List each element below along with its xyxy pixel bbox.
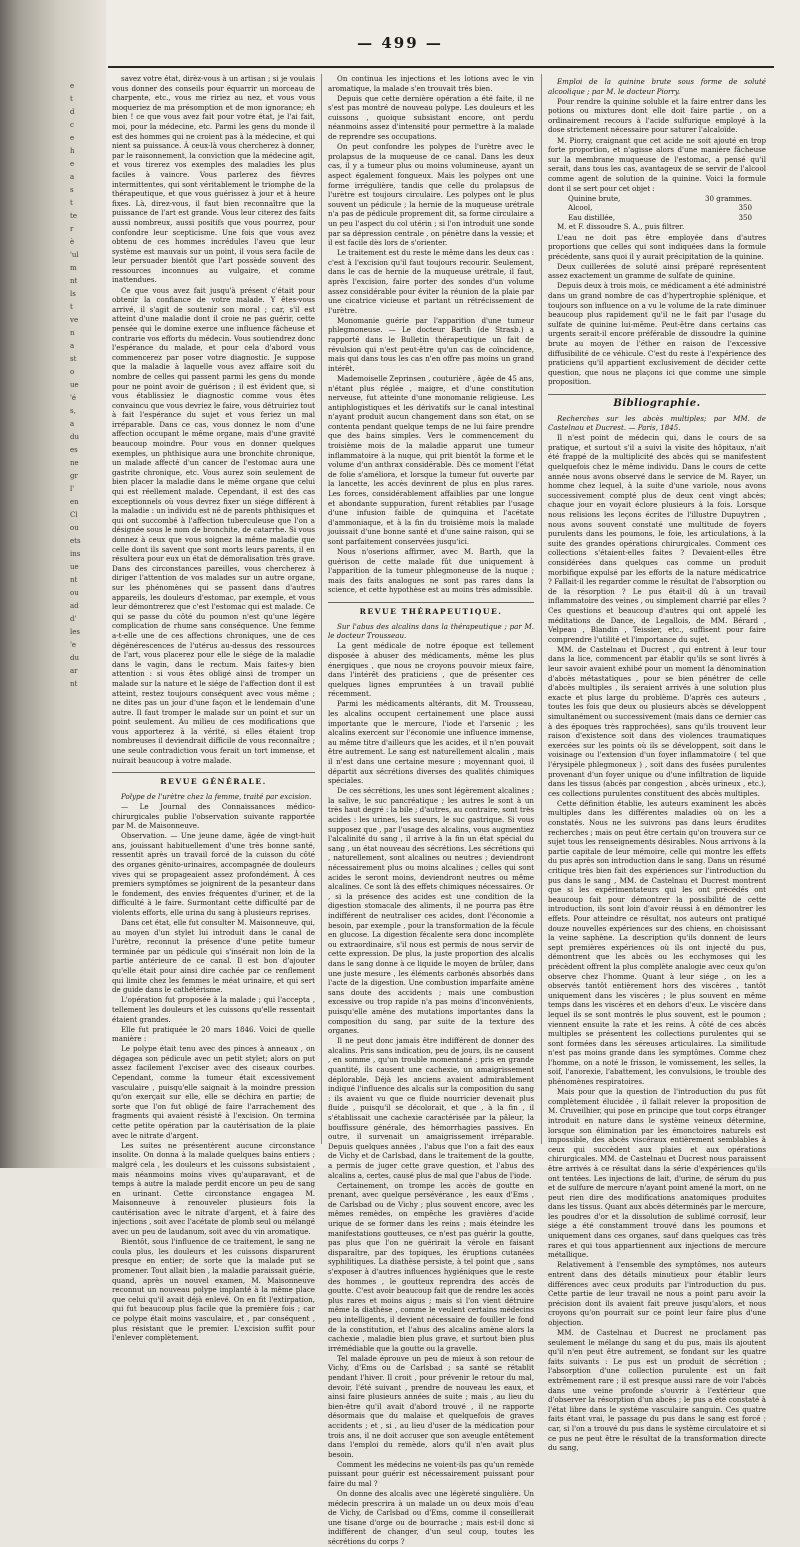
paragraph: savez votre état, dirèz-vous à un artisan ; si je voulais vous donner des conseils pour équarrir un morceau de charpente, etc., vous me ririez au nez, et vous vous moqueriez de ma présomption et de mon ignorance; eh bien ! ce que vous avez fait pour votre état, je l'ai fait, moi, pour la médecine, etc. Parmi les gens du monde il est des hommes qui ne croient pas à la médecine, et qui nient sa puissance. À ceux-là vous chercherez à donner, par le raisonnement, la conviction que la médecine agit, et vous tirerez vos exemples des maladies les plus faciles à vaincre. Vous parlerez des fièvres intermittentes, qui sont véritablement le triomphe de la thérapeutique, et que vous guérissez à jour et à heure fixes. Là, direz-vous, il faut bien reconnaître que la puissance de l'art est grande. Vous leur citerez des faits aussi nombreux, aussi positifs que vous pourrez, pour confondre leur scepticisme. Une fois que vous avez obtenu de ces hommes incrédules l'aveu que leur système est mauvais sur un point, il vous sera facile de leur persuader bientôt que l'art possède souvent des ressources inconnues au vulgaire, et comme inattendues. — [112, 74, 315, 285]
paragraph: Nous n'oserions affirmer, avec M. Barth, que la guérison de cette malade fût due uniquement à l'apparition de la tumeur phlegmoneuse de la nuque ; mais des faits analogues ne sont pas rares dans la science, et cette hypothèse est au moins très admissible. — [328, 547, 534, 595]
paragraph: L'eau ne doit pas être employée dans d'autres proportions que celles qui sont indiquées dans la formule précédente, sans quoi il y aurait précipitation de la quinine. — [548, 232, 766, 261]
fold-fragment: st — [70, 355, 77, 363]
fold-fragment: a — [70, 173, 75, 181]
fold-fragment: m — [70, 264, 77, 272]
ingredient-quantity: 350 — [738, 203, 752, 213]
fold-fragment: o — [70, 368, 75, 376]
paragraph: Mademoiselle Zeprinsen , couturière , âgée de 45 ans, n'étant plus réglée , maigre, et d'une constitution nerveuse, fut atteinte d'une monomanie religieuse. Les antiphlogistiques et les dérivatifs sur le canal intestinal n'ayant produit aucun changement dans son état, on se contenta pendant quelque temps de ne lui faire prendre que des bains simples. Vers le commencement du troisième mois de la maladie apparut une tumeur inflammatoire à la nuque, qui prit bientôt la forme et le volume d'un anthrax considérable. Dès ce moment l'état de folie s'améliora, et lorsque la tumeur fut ouverte par la lancette, les accès devinrent de plus en plus rares. Les forces, considérablement affaiblies par une longue et abondante suppuration, furent rétablies par l'usage d'une infusion faible de quinquina et l'acétate d'ammoniaque, et à la fin du troisième mois la malade jouissait d'une bonne santé et d'une saine raison, qui se sont parfaitement conservées jusqu'ici. — [328, 373, 534, 546]
paragraph: Mais pour que la question de l'introduction du pus fût complètement élucidée , il fallait relever la proposition de M. Cruveilhier, qui pose en principe que tout corps étranger introduit en nature dans le système veineux détermine, lorsque son élimination par les émonctoires naturels est impossible, des abcès viscéraux entièrement semblables à ceux qui succèdent aux plaies et aux opérations chirurgicales. MM. de Castelnau et Ducrest nous paraissent être arrivés à ce résultat dans la série d'expériences qu'ils ont tentées. Les injections de lait, d'urine, de sérum du pus et de sulfure de mercure n'ayant point amené la mort, on ne peut rien dire des modifications anatomiques produites dans les tissus. Quant aux abcès déterminés par le mercure, les poudres d'or et la dissolution de sublimé corrosif, leur siége a été constamment trouvé dans les poumons et uniquement dans ces organes, sauf dans quelques cas très rares et qui tous appartiennent aux injections de mercure métallique. — [548, 1087, 766, 1260]
section-title-bibliographie: Bibliographie. — [548, 394, 766, 409]
fold-fragment: du — [70, 654, 79, 662]
fold-fragment: ue — [70, 381, 79, 389]
fold-fragment: t — [70, 303, 73, 311]
formula — [548, 194, 766, 223]
fold-fragment: te — [70, 212, 77, 220]
fold-fragment: nt — [70, 680, 78, 688]
paragraph: Parmi les médicaments altérants, dit M. Trousseau, les alcalins occupent certainement une place aussi importante que le mercure, l'iode et l'arsenic ; les alcalins exercent sur l'économie une influence immense, au même titre d'ailleurs que les acides, et il n'en pouvait être autrement. Le sang est naturellement alcalin , mais il n'est dans une certaine mesure ; moyennant quoi, il départit aux sécrétions diverses des qualités chimiques spéciales. — [328, 699, 534, 786]
fold-fragment: h — [70, 147, 75, 155]
paragraph: On continua les injections et les lotions avec le vin aromatique, la malade s'en trouvait très bien. — [328, 74, 534, 93]
fold-fragment: ue — [70, 563, 79, 571]
fold-fragment: n — [70, 329, 75, 337]
fold-fragment: c — [70, 121, 74, 129]
fold-fragment: r — [70, 225, 74, 233]
paragraph: Cette définition établie, les auteurs examinent les abcès multiples dans les différentes maladies où on les a constatés. Nous ne les suivrons pas dans leurs érudites recherches ; mais on peut être certain qu'on trouvera sur ce sujet tous les renseignements désirables. Nous arrivons à la partie capitale de leur mémoire, celle qui montre les effets du pus après son introduction dans le sang. Dans un résumé critique très bien fait des expériences sur l'introduction du pus dans le sang , MM. de Castelnau et Ducrest montrent que si les expérimentateurs qui les ont précédés ont beaucoup fait pour démontrer la possibilité de cette introduction, ils sont loin d'avoir réussi à en démontrer les effets. Pour atteindre ce résultat, nos auteurs ont pratiqué douze nouvelles expériences sur des chiens, en choisissant la veine saphène. La description qu'ils donnent de leurs sept premières expériences où ils ont injecté du pus, démontrent que les abcès ou les ecchymoses qui les précèdent offrent la plus complète analogie avec ceux qu'on observe chez l'homme. Quant à leur siége , on les a observés tantôt entièrement hors des viscères , tantôt uniquement dans les viscères ; le plus souvent en même temps dans les viscères et en dehors d'eux. Le viscère dans lequel ils se sont montrés le plus souvent, est le poumon ; viennent ensuite la rate et les reins. À côté de ces abcès multiples se présentent les collections purulentes qui se sont formées dans les séreuses articulaires. La similitude n'est pas moins grande dans les symptômes. Comme chez l'homme, on a noté le frisson, le vomissement, les selles, la soif, l'anorexie, l'abattement, les convulsions, le trouble des phénomènes respiratoires. — [548, 798, 766, 1087]
fold-fragment: Cl — [70, 511, 78, 519]
paragraph: Dans cet état, elle fut consulter M. Maisonneuve, qui, au moyen d'un stylet lui introduit dans le canal de l'urètre, reconnut la présence d'une petite tumeur terminée par un pédicule qui s'insérait non loin de la partie antérieure de ce canal. Il est bon d'ajouter qu'elle était pour ainsi dire cachée par ce renflement qui limite chez les femmes le méat urinaire, et qui sert de guide dans le cathétérisme. — [112, 918, 315, 995]
article-title: Polype de l'urètre chez la femme, traité par excision. — [121, 791, 312, 801]
column-middle — [328, 74, 534, 1547]
article-body — [328, 74, 534, 595]
formula-row — [548, 203, 766, 213]
paragraph: De ces sécrétions, les unes sont légèrement alcalines ; la salive, le suc pancréatique ; les autres le sont à un très haut degré : la bile ; d'autres, au contraire, sont très acides : les urines, les sueurs, le suc gastrique. Si vous supposez que , par l'usage des alcalins, vous augmentiez l'alcalinité du sang , il arrive à la fin un état spécial du sang , un état nouveau des sécrétions. Les sécrétions qui , naturellement, sont alcalines ou neutres ; deviendront nécessairement plus ou moins alcalines ; celles qui sont acides le seront moins, deviendront neutres ou même alcalines. Ce sont là des effets chimiques nécessaires. Or , si la présence des acides est une condition de la digestion stomacale des aliments, il ne pourra pas être indifférent de neutraliser ces acides, dont l'économie a besoin, par exemple , pour la transformation de la fécule en glucose. La digestion fécalente sera donc incomplète ou extraordinaire, s'il nous est permis de nous servir de cette expression. De plus, la juste proportion des alcalis dans le sang donne à ce liquide le moyen de brûler, dans une juste mesure , les éléments carbonés absorbés dans l'acte de la digestion. Une combustion imparfaite amène sans doute des accidents ; mais une combustion excessive ou trop rapide n'a pas moins d'inconvénients, puisqu'elle amène des mutations importantes dans la composition du sang, par suite de la texture des organes. — [328, 786, 534, 1036]
column-right — [548, 74, 766, 1453]
paragraph: Comment les médecins ne voient-ils pas qu'un remède puissant pour guérir est nécessairement puissant pour faire du mal ? — [328, 1459, 534, 1488]
fold-fragment: e — [70, 134, 75, 142]
paragraph: L'opération fut proposée à la malade ; qui l'accepta , tellement les douleurs et les cuissons qu'elle ressentait étaient grandes. — [112, 995, 315, 1024]
fold-fragment: du — [70, 433, 79, 441]
fold-fragment: s — [70, 186, 74, 194]
formula-row — [548, 213, 766, 223]
paragraph: Ce que vous avez fait jusqu'à présent c'était pour obtenir la confiance de votre malade. Y êtes-vous arrivé, il s'agit de soutenir son moral ; car, s'il est atteint d'une maladie dont il croie ne pas guérir, cette pensée qui le domine exerce une influence fâcheuse et contrarie vos efforts du médecin. Vous soutiendrez donc l'espérance du malade, et pour cela d'abord vous commencerez par poser votre diagnostic. Je suppose que la maladie à laquelle vous avez affaire soit du nombre de celles qui passent parmi les gens du monde pour ne point avoir de guérison ; il est évident que, si vous établissiez le diagnostic comme vous êtes convaincu que vous devriez le faire, vous détruiriez tout à fait l'espérance du sujet et vous feriez un mal irréparable. Dans ce cas, vous donnez le nom d'une affection occupant le même organe, mais d'une gravité beaucoup moindre. Pour vous en donner quelques exemples, un phthisique aura une bronchite chronique, un malade affecté d'un cancer de l'estomac aura une gastrite chronique, etc. Vous aurez soin seulement de bien placer la maladie dans le même organe que celui qui est réellement malade. Cependant, il est des cas exceptionnels où vous devrez fixer un siége différent à la maladie : un individu est né de parents phthisiques et qui ont succombé à l'affection tuberculeuse que l'on a désignée sous le nom de bronchite, de catarrhe. Si vous donnez à ceux que vous soignez la même maladie que celle dont ils savent que sont morts leurs parents, il en résultera pour eux un état de démoralisation très grave. Dans des circonstances pareilles, vous chercherez à diriger l'attention de vos malades sur un autre organe, sur les phénomènes qui se passent dans d'autres appareils, les douleurs d'estomac, par exemple, et vous leur démontrerez que c'est l'estomac qui est malade. Ce qui se passe du côté du poumon n'est qu'une légère complication de rhume sans conséquence. Une femme a-t-elle une de ces affections chroniques, une de ces dégénérescences de l'utérus au-dessus des ressources de l'art, vous placerez pour elle le siége de la maladie dans le vagin, dans le rectum. Mais faites-y bien attention : si vous êtes obligé ainsi de tromper un malade sur la nature et le siége de l'affection dont il est atteint, restez toujours conséquent avec vous même ; ne dites pas un jour d'une façon et le lendemain d'une autre. Il faut tromper le malade sur un point et sur un point seulement. Au milieu de ces modifications que vous apporterez à la vérité, si elles étaient trop nombreuses il deviendrait difficile de vous reconnaître ; une seule contradiction vous ferait un tort immense, et nuirait beaucoup à votre malade. — [112, 285, 315, 765]
paragraph: On peut confondre les polypes de l'urètre avec le prolapsus de la muqueuse de ce canal. Dans les deux cas, il y a tumeur plus ou moins volumineuse, ayant un aspect également fongueux. Mais les polypes ont une forme irrégulière, tandis que celle du prolapsus de l'urètre est toujours circulaire. Les polypes ont le plus souvent un pédicule ; la hernie de la muqueuse urétrale n'a pas de pédicule proprement dit, sa forme circulaire a un peu l'aspect du col utérin ; si l'on introduit une sonde par sa dépression centrale , on pénètre dans la vessie; et il est facile dès lors de s'orienter. — [328, 142, 534, 248]
paragraph: Deux cuillerées de soluté ainsi préparé représentent assez exactement un gramme de sulfate de quinine. — [548, 261, 766, 281]
book-review-body — [548, 433, 766, 1452]
article-body — [548, 222, 766, 387]
paragraph: MM. de Castelnau et Ducrest ne proclament pas seulement le mélange du sang et du pus, mais ils ajoutent qu'il n'en peut être autrement, se fondant sur les quatre faits suivants : Le pus est un produit de sécrétion ; l'absorption d'une collection purulente est un fait extrêmement rare ; il est presque aussi rare de voir l'abcès dans une veine profonde s'ouvrir à l'extérieur que d'observer la résorption d'un abcès ; le pus a été constaté à l'état libre dans le système vasculaire sanguin. Ces quatre faits étant vrai, le passage du pus dans le sang est forcé ; car, si l'on a trouvé du pus dans le système circulatoire et si ce pus ne peut être le résultat de la transformation directe du sang, — [548, 1328, 766, 1453]
fold-fragment: ins — [70, 550, 81, 558]
page-fold-shadow — [0, 0, 106, 1168]
ingredient-name: Alcool, — [568, 203, 593, 213]
fold-fragment: ets — [70, 537, 81, 545]
article-title: Emploi de la quinine brute sous forme de soluté alcoolique ; par M. le docteur Piorry. — [548, 77, 766, 96]
column-divider — [541, 74, 542, 1144]
column-divider — [321, 74, 322, 1144]
page-number: — 499 — — [357, 34, 443, 52]
paragraph: M. et F. dissoudre S. A., puis filtrer. — [557, 222, 685, 232]
paragraph: Les suites ne présentèrent aucune circonstance insolite. On donna à la malade quelques bains entiers ; malgré cela , les douleurs et les cuissons subsistaient , mais néanmoins moins vives qu'auparavant, et de temps à autre la malade perdit encore un peu de sang en urinant. Cette circonstance engagea M. Maisonneuve à renouveler plusieurs fois la cautérisation avec le nitrate d'argent, et à faire des injections , soit avec l'acétate de plomb seul ou mélangé avec un peu de laudanum, soit avec du vin aromatique. — [112, 1140, 315, 1237]
fold-fragment: ad — [70, 602, 79, 610]
fold-fragment: t — [70, 95, 73, 103]
paragraph: Relativement à l'ensemble des symptômes, nos auteurs entrent dans des détails minutieux pour établir leurs différences avec ceux produits par l'introduction du pus. Cette partie de leur travail ne nous a point paru avoir la précision dont ils avaient fait preuve jusqu'alors, et nous croyons qu'on pourrait sur ce point leur faire plus d'une objection. — [548, 1260, 766, 1327]
fold-fragment: es — [70, 446, 78, 454]
fold-fragment: en — [70, 498, 79, 506]
paragraph: On donne des alcalis avec une légèreté singulière. Un médecin prescrira à un malade un ou deux mois d'eau de Vichy, de Carlsbad ou d'Ems, comme il conseillerait une tisane d'orge ou de bourrache ; mais est-il donc si indifférent de changer, d'un seul coup, toutes les sécrétions du corps ? — [328, 1489, 534, 1547]
article-body — [112, 802, 315, 1343]
fold-fragment: l' — [70, 485, 75, 493]
paragraph: Le polype était tenu avec des pinces à anneaux , on dégagea son pédicule avec un petit stylet; alors on put assez facilement l'exciser avec des ciseaux courbes. Cependant, comme la tumeur était excessivement vasculaire , puisqu'elle saignait à la moindre pression qu'on exerçait sur elle, elle se déchira en partie; de sorte que l'on fut obligé de faire l'arrachement des fragments qui avaient résisté à l'excision. On termina cette petite opération par la cautérisation de la plaie avec le nitrate d'argent. — [112, 1044, 315, 1140]
paragraph: Tel malade éprouve un peu de mieux à son retour de Vichy, d'Ems ou de Carlsbad ; sa santé se rétablit pendant l'hiver. Il croit , pour prévenir le retour du mal, devoir, l'été suivant , prendre de nouveau les eaux, et ainsi faire plusieurs années de suite ; mais , au lieu du bien-être qu'il avait d'abord trouvé , il ne rapporte désormais que du malaise et quelquefois de graves accidents ; et , si , au lieu d'user de la médication pour trois ans, il ne doit accuser que son aveugle entêtement dans l'emploi du remède, alors qu'il n'en avait plus besoin. — [328, 1353, 534, 1459]
column-left — [112, 74, 315, 1343]
paragraph: Bientôt, sous l'influence de ce traitement, le sang ne coula plus, les douleurs et les cuissons disparurent presque en entier; de sorte que la malade put se promener. Tout allait bien , la maladie paraissait guérie, quand, après un nouvel examen, M. Maisonneuve reconnut un nouveau polype implanté à la même place que celui qu'il avait déjà enlevé. On en fit l'extirpation, qui fut beaucoup plus facile que la première fois ; car ce polype était moins vasculaire, et , par conséquent , plus résistant que le premier. L'excision suffit pour l'enlever complètement. — [112, 1237, 315, 1343]
ingredient-name: Quinine brute, — [568, 193, 621, 203]
fold-fragment: 'ul — [70, 251, 79, 259]
section-title-revue-generale: REVUE GÉNÉRALE. — [112, 772, 315, 787]
fold-fragment: 'e — [70, 641, 77, 649]
fold-fragment: ar — [70, 667, 78, 675]
paragraph: Il n'est point de médecin qui, dans le cours de sa pratique, et surtout s'il a suivi la visite des hôpitaux, n'ait été frappé de la multiplicité des abcès qui se manifestent quelquefois chez le même individu. Dans le cours de cette année nous avons observé dans le service de M. Rayer, un homme chez lequel, à la suite d'une variole, nous avons successivement compté plus de deux cent vingt abcès; chaque jour en voyait éclore plusieurs à la fois. Lorsque nous relisions les leçons écrites de l'illustre Dupuytren , nous avons souvent constaté une multitude de foyers purulents dans les poumons, le foie, les articulations, à la suite des grandes opérations chirurgicales. Comment ces collections s'étaient-elles faites ? Devaient-elles être considérées dans quelques cas comme un produit morbifique expulsé par les efforts de la nature médicatrice ? Fallait-il les regarder comme le résultat de l'absorption ou de la résorption ? Le pus était-il dû à un travail inflammatoire des veines , ou simplement charrié par elles ? Ces questions et beaucoup d'autres qui ont appelé les méditations de Dance, de Legallois, de MM. Bérard , Velpeau , Blandin , Teissier, etc., suffisent pour faire comprendre l'utilité et l'importance du sujet. — [548, 433, 766, 644]
fold-fragment: ou — [70, 589, 79, 597]
section-title-revue-therapeutique: REVUE THÉRAPEUTIQUE. — [328, 602, 534, 617]
paragraph: Pour rendre la quinine soluble et la faire entrer dans les potions ou mixtures dont elle doit faire partie , on a ordinairement recours à l'acide sulfurique employé à la dose strictement nécessaire pour saturer l'alcaloïde. — [548, 96, 766, 135]
fold-fragment: d — [70, 108, 75, 116]
ingredient-name: Eau distillée, — [568, 212, 615, 222]
fold-fragment: a — [70, 420, 75, 428]
fold-fragment: ls — [70, 290, 76, 298]
ingredient-quantity: 30 grammes. — [705, 193, 752, 203]
paragraph: La gent médicale de notre époque est tellement disposée à abuser des médicaments, même les plus énergiques , que nous ne croyons pouvoir mieux faire, dans l'intérêt des praticiens , que de présenter ces quelques lignes empruntées à un travail publié récemment. — [328, 641, 534, 699]
paragraph: — Le Journal des Connaissances médico-chirurgicales publie l'observation suivante rapportée par M. de Maisonneuve. — [112, 801, 315, 831]
paragraph: Elle fut pratiquée le 20 mars 1846. Voici de quelle manière : — [112, 1024, 315, 1044]
paragraph: Certainement, on trompe les accès de goutte en prenant, avec quelque persévérance , les eaux d'Ems , de Carlsbad ou de Vichy ; plus souvent encore, avec les mêmes remèdes, on empêche les gravières d'acide urique de se former dans les reins ; mais éteindre les manifestations goutteuses, ce n'est pas guérir la goutte, pas plus que l'on ne guérirait la vérole en faisant disparaître, par des topiques, les éruptions cutanées syphilitiques. La diathèse persiste, à tel point que , sans s'exposer à d'autres influences hygiéniques que le reste des hommes , le goutteux reprendra des accès de goutte. C'est avoir beaucoup fait que de rendre les accès plus rares et moins aigus ; mais si l'on vient détruire même la diathèse , comme le veulent certains médecins peu intelligents, il devient nécessaire de fouiller le fond de la constitution, et l'abus des alcalins amène alors la cachexie , maladie bien plus grave, et surtout bien plus irrémédiable que la goutte ou la gravelle. — [328, 1180, 534, 1353]
fold-fragment: 'é — [70, 394, 77, 402]
fold-fragment: ve — [70, 316, 79, 324]
fold-fragment: gr — [70, 472, 78, 480]
fold-fragment: d' — [70, 615, 77, 623]
paragraph: Le traitement est du reste le même dans les deux cas : c'est à l'excision qu'il faut toujours recourir. Seulement, dans le cas de hernie de la muqueuse urétrale, il faut, après l'excision, faire porter des sondes d'un volume assez considérable pour éviter la réunion de la plaie par une cicatrice vicieuse et partant un rétrécissement de l'urètre. — [328, 248, 534, 315]
paragraph: Depuis deux à trois mois, ce médicament a été administré dans un grand nombre de cas d'hypertrophie splénique, et toujours son influence on a vu le volume de la rate diminuer beaucoup plus rapidement qu'il ne le fait par l'usage du sulfate de quinine lui-même. Peut-être dans certains cas urgents serait-il encore préférable de dissoudre la quinine brute au moyen de l'éther en raison de l'excessive diffusibilité de ce véhicule. C'est du reste à l'expérience des praticiens qu'il appartient exclusivement de décider cette question, que nous ne plaçons ici que comme une simple proposition. — [548, 281, 766, 387]
paragraph: MM. de Castelnau et Ducrest , qui entrent à leur tour dans la lice, commencent par établir qu'ils se sont livrés à leur savoir avaient exhibé pour un moment la dénomination d'abcès métastatiques , pour se bien pénétrer de celle d'abcès multiples , ils seraient arrivés à une solution plus exacte et plus large du problème. D'après ces auteurs , toutes les fois que deux ou plusieurs abcès se développent simultanément ou successivement (mais dans ce dernier cas à des époques très rapprochées), sans qu'ils trouvent leur raison d'existence soit dans des violences traumatiques exercées sur les points où ils se développent, soit dans le voisinage ou l'extension d'un foyer inflammatoire ( tel que l'érysipèle phlegmoneux ) , soit dans des fusées purulentes provenant d'un foyer unique ou d'une infiltration de liquide dans les tissus (abcès par congestion , abcès urineux , etc.), ces collections purulentes constituent des abcès multiples. — [548, 644, 766, 798]
paragraph: Depuis que cette dernière opération a été faite, il ne s'est pas montré de nouveau polype. Les douleurs et les cuissons , quoique subsistant encore, ont perdu néanmoins assez d'intensité pour permettre à la malade de reprendre ses occupations. — [328, 93, 534, 142]
fold-fragment: ne — [70, 459, 79, 467]
paragraph: M. Piorry, craignant que cet acide ne soit ajouté en trop forte proportion, et n'agisse alors d'une manière fâcheuse sur la membrane muqueuse de l'estomac, a pensé qu'il serait, dans tous les cas, avantageux de se servir de l'alcool comme agent de solution de la quinine. Voici la formule dont il se sert pour cet objet : — [548, 135, 766, 193]
fold-fragment: les — [70, 628, 80, 636]
adjacent-page-fragments — [70, 80, 100, 691]
fold-fragment: è — [70, 238, 75, 246]
paragraph: Il ne peut donc jamais être indifférent de donner des alcalins. Pris sans indication, peu de jours, ils ne causent , en somme , qu'un trouble momentané ; pris en grande quantité, ils causent une cachexie, un amaigrissement déplorable. Déjà les anciens avaient admirablement indiqué l'influence des alcalis sur la composition du sang : ils avaient vu que ce fluide nourricier devenait plus fluide , puisqu'il se décolorait, et que , à la fin , il s'établissait une cachexie caractérisée par la pâleur, la bouffissure générale, des hémorrhagies passives. En outre, il survenait un amaigrissement irréparable. Depuis quelques années , l'abus que l'on a fait des eaux de Vichy et de Carlsbad, dans le traitement de la goutte, a permis de juger cette grave question, et l'abus des alcalins a, certes, causé plus de mal que l'abus de l'iode. — [328, 1036, 534, 1180]
fold-fragment: ou — [70, 524, 79, 532]
paragraph: Monomanie guérie par l'apparition d'une tumeur phlegmoneuse. — Le docteur Barth (de Strasb.) a rapporté dans le Bulletin thérapeutique un fait de révulsion qui n'est peut-être qu'un cas de coïncidence, mais qui dans tous les cas n'en offre pas moins un grand intérêt. — [328, 315, 534, 373]
formula-row — [548, 194, 766, 204]
fold-fragment: a — [70, 342, 75, 350]
fold-fragment: e — [70, 82, 75, 90]
header-rule — [108, 66, 774, 68]
book-title: Recherches sur les abcès multiples; par MM. de Castelnau et Ducrest. — Paris, 1845. — [548, 413, 766, 433]
fold-fragment: nt — [70, 576, 78, 584]
ingredient-quantity: 350 — [738, 212, 752, 222]
paragraph: Observation. — Une jeune dame, âgée de vingt-huit ans, jouissant habituellement d'une très bonne santé, ressentit après un travail forcé de la cuisson du côté des organes génito-urinaires, accompagnée de douleurs vives qui se propageaient assez profondément. À ces premiers symptômes se joignirent de la pesanteur dans le fondement, des envies fréquentes d'uriner, et de la difficulté à le faire. Surmontant cette difficulté par de violents efforts, elle urina du sang à plusieurs reprises. — [112, 831, 315, 917]
article-title: Sur l'abus des alcalins dans la thérapeutique ; par M. le docteur Trousseau. — [328, 621, 534, 641]
article-body — [548, 97, 766, 193]
article-body — [328, 641, 534, 1546]
fold-fragment: s, — [70, 407, 76, 415]
fold-fragment: e — [70, 160, 75, 168]
article-continuation — [112, 74, 315, 765]
fold-fragment: nt — [70, 277, 78, 285]
fold-fragment: t — [70, 199, 73, 207]
